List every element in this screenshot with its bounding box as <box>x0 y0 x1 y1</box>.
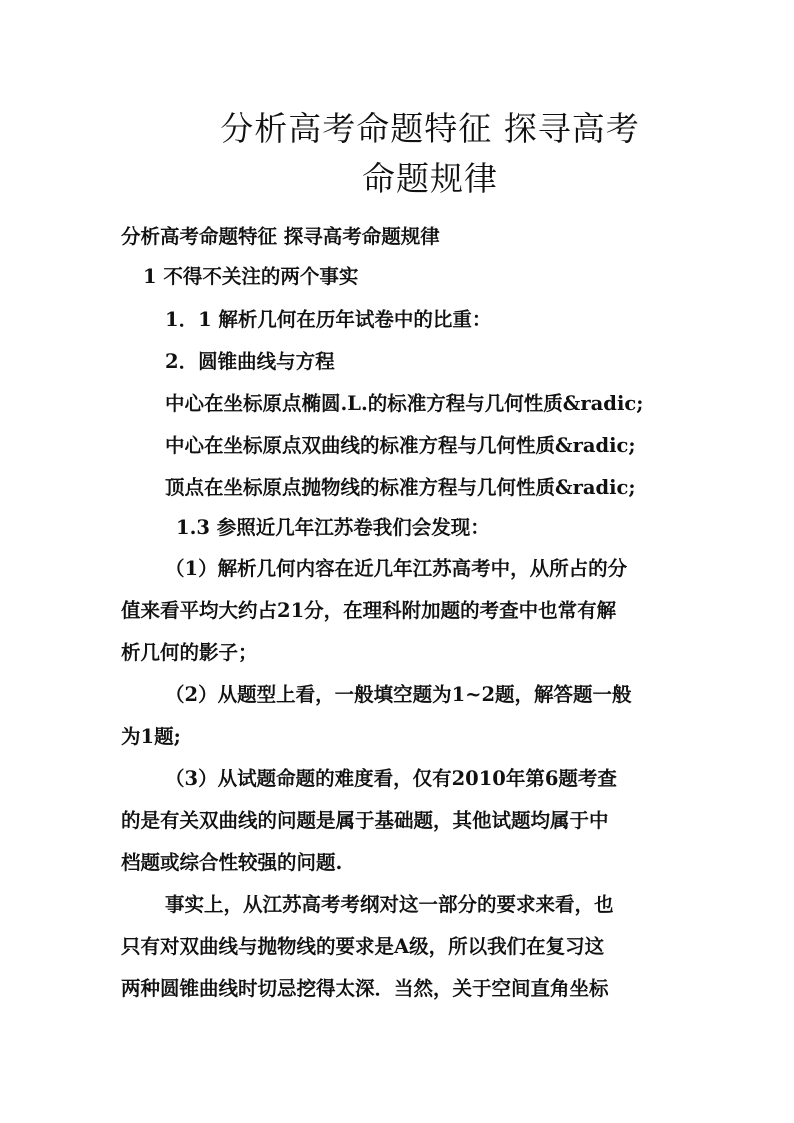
paragraph-2-line-1: （2）从题型上看，一般填空题为1~2题，解答题一般 <box>165 683 632 706</box>
paragraph-4-line-1: 事实上，从江苏高考考纲对这一部分的要求来看，也 <box>165 893 614 916</box>
requirement-ellipse: 中心在坐标原点椭圆.L.的标准方程与几何性质&radic; <box>165 392 644 415</box>
paragraph-1-line-3: 析几何的影子； <box>121 641 258 664</box>
title-line-1: 分析高考命题特征 探寻高考 <box>220 109 640 148</box>
paragraph-4-line-3: 两种圆锥曲线时切忌挖得太深．当然，关于空间直角坐标 <box>121 977 609 1000</box>
title-line-2: 命题规律 <box>362 159 498 198</box>
paragraph-3-line-3: 档题或综合性较强的问题. <box>121 851 343 874</box>
requirement-parabola: 顶点在坐标原点抛物线的标准方程与几何性质&radic; <box>165 476 636 499</box>
paragraph-3-line-1: （3）从试题命题的难度看，仅有2010年第6题考查 <box>165 767 617 790</box>
requirement-hyperbola: 中心在坐标原点双曲线的标准方程与几何性质&radic; <box>165 434 636 457</box>
paragraph-1-line-1: （1）解析几何内容在近几年江苏高考中，从所占的分 <box>165 557 628 580</box>
item-2: 2．圆锥曲线与方程 <box>165 350 335 373</box>
section-1-heading: 1 不得不关注的两个事实 <box>143 265 359 288</box>
paragraph-1-line-2: 值来看平均大约占21分，在理科附加题的考查中也常有解 <box>121 599 617 622</box>
paragraph-3-line-2: 的是有关双曲线的问题是属于基础题，其他试题均属于中 <box>121 809 609 832</box>
body-heading: 分析高考命题特征 探寻高考命题规律 <box>121 225 440 248</box>
paragraph-2-line-2: 为1题; <box>121 725 181 748</box>
item-1-3: 1.3 参照近几年江苏卷我们会发现： <box>176 516 490 539</box>
paragraph-4-line-2: 只有对双曲线与抛物线的要求是A级，所以我们在复习这 <box>121 935 605 958</box>
item-1-1: 1．1 解析几何在历年试卷中的比重： <box>165 308 492 331</box>
